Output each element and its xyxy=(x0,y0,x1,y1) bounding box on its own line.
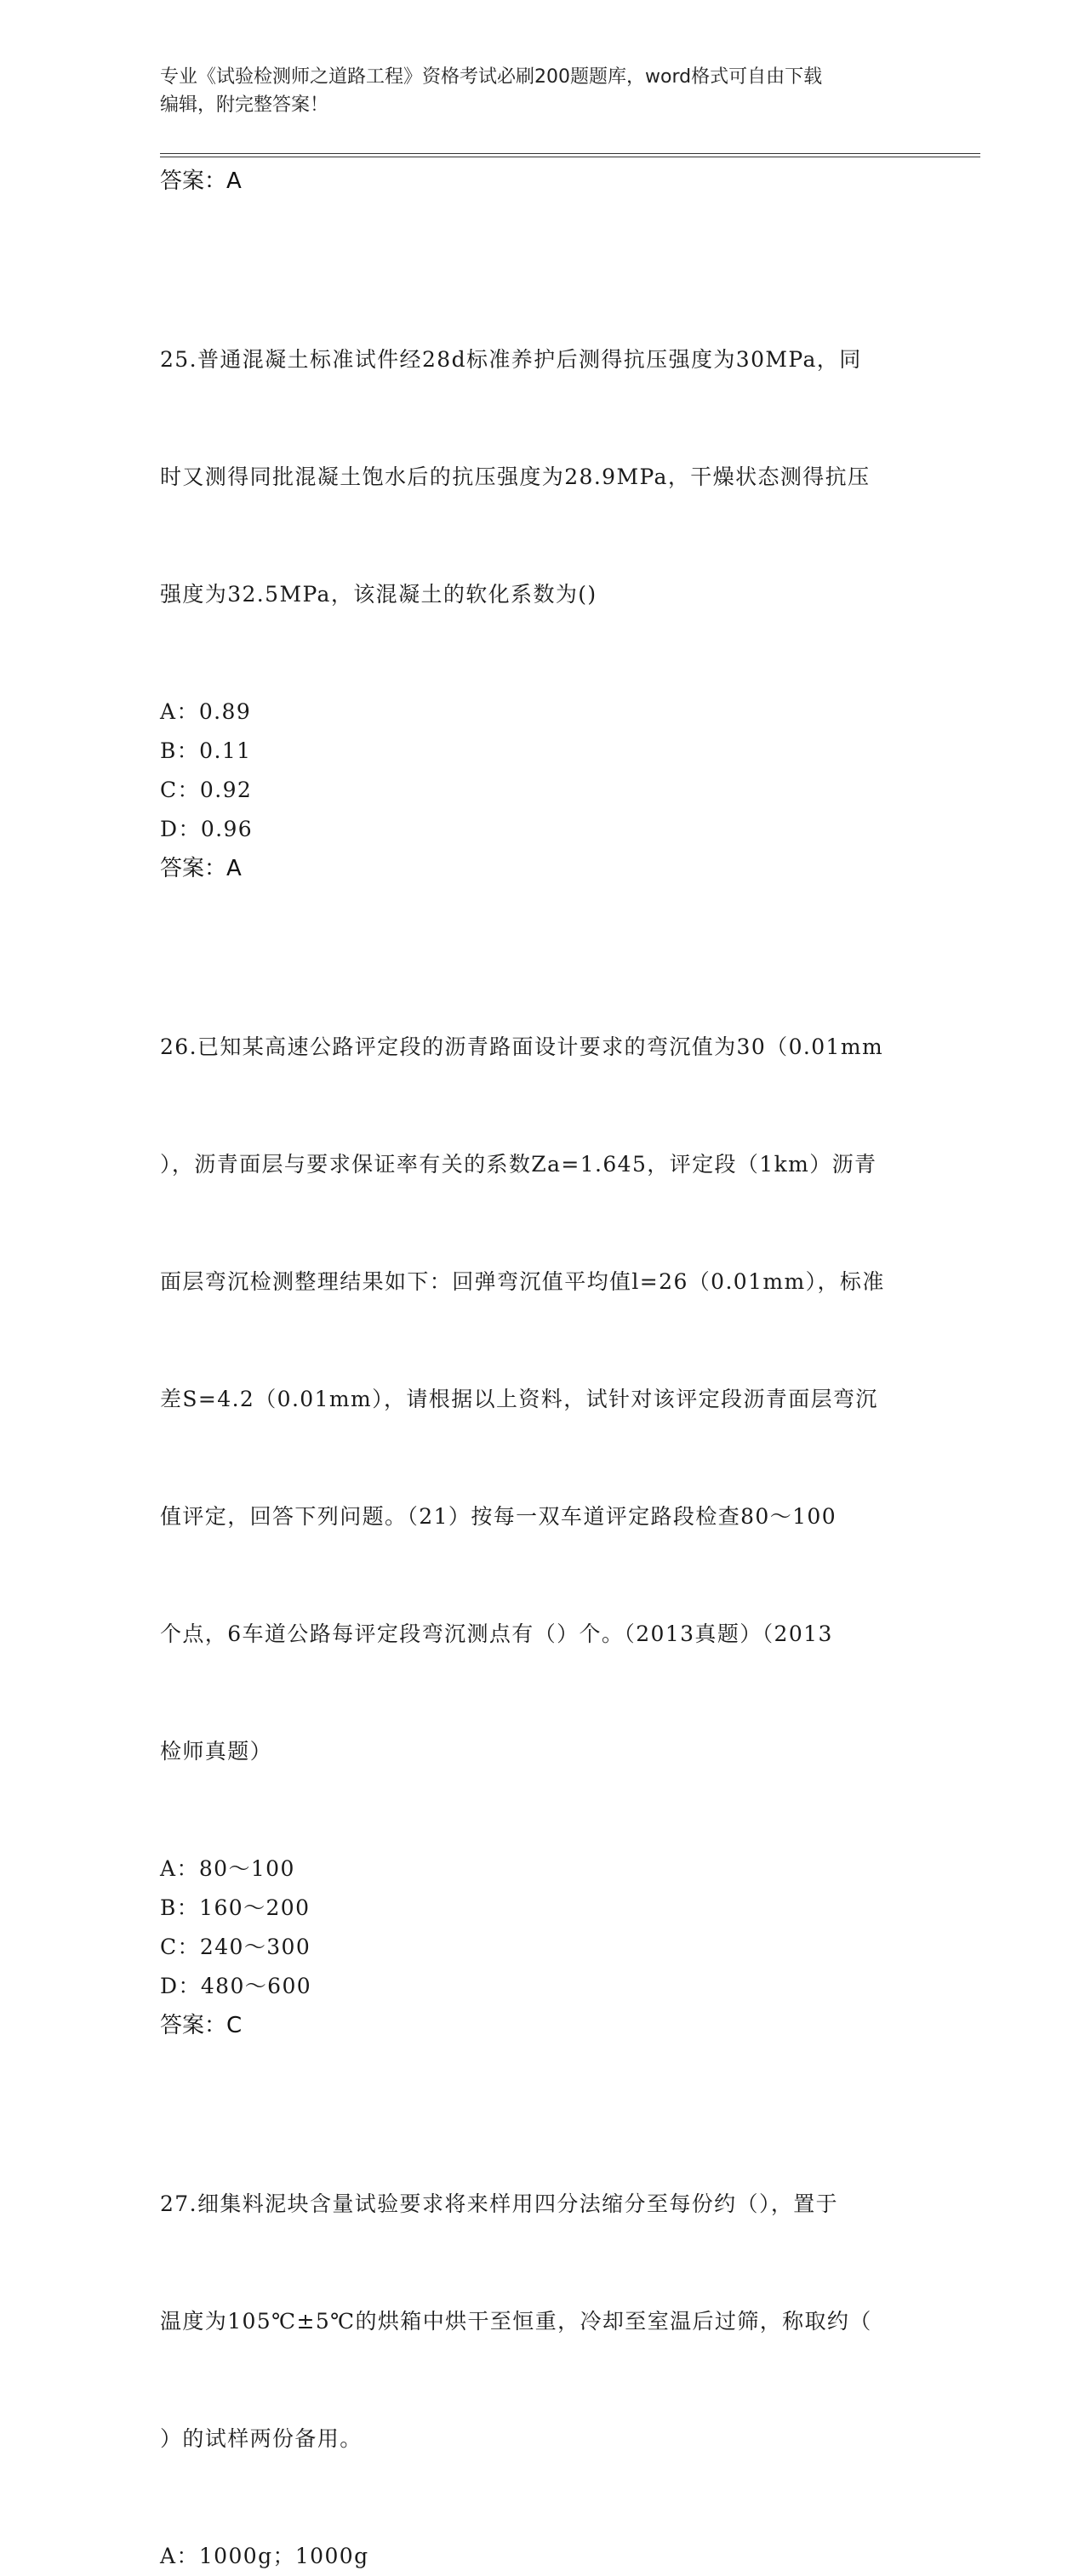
question-text-line: 检师真题） xyxy=(160,1739,273,1764)
question-25 xyxy=(160,262,926,692)
question-text-line: 25.普通混凝土标准试件经28d标准养护后测得抗压强度为30MPa，同 xyxy=(160,347,862,372)
question-text-line: 27.细集料泥块含量试验要求将来样用四分法缩分至每份约（），置于 xyxy=(160,2191,839,2216)
question-text-line: ），沥青面层与要求保证率有关的系数Za=1.645，评定段（1km）沥青 xyxy=(160,1152,877,1177)
option-d: D：0.96 xyxy=(160,817,254,841)
header-line-2: 编辑，附完整答案！ xyxy=(160,94,329,116)
option-c: C：0.92 xyxy=(160,778,253,802)
question-text-line: 个点，6车道公路每评定段弯沉测点有（）个。（2013真题）（2013 xyxy=(160,1621,833,1646)
option-a: A：0.89 xyxy=(160,699,252,724)
question-26 xyxy=(160,949,926,1849)
answer-line: 答案：C xyxy=(160,2013,243,2038)
option-a: A：80～100 xyxy=(160,1856,295,1881)
option-a: A：1000g；1000g xyxy=(160,2544,369,2568)
option-b: B：160～200 xyxy=(160,1895,311,1920)
question-text-line: 26.已知某高速公路评定段的沥青路面设计要求的弯沉值为30（0.01mm xyxy=(160,1034,884,1059)
header-divider-top xyxy=(160,153,980,154)
question-text-line: 面层弯沉检测整理结果如下：回弹弯沉值平均值l=26（0.01mm），标准 xyxy=(160,1269,885,1294)
option-c: C：240～300 xyxy=(160,1935,311,1959)
question-text-line: 温度为105℃±5℃的烘箱中烘干至恒重，冷却至室温后过筛，称取约（ xyxy=(160,2309,872,2334)
option-b: B：0.11 xyxy=(160,738,252,763)
answer-line: 答案：A xyxy=(160,856,242,881)
answer-line: 答案：A xyxy=(160,168,242,194)
question-text-line: 强度为32.5MPa，该混凝土的软化系数为() xyxy=(160,582,597,607)
question-text-line: 时又测得同批混凝土饱水后的抗压强度为28.9MPa，干燥状态测得抗压 xyxy=(160,464,871,489)
document-body xyxy=(160,162,926,2576)
question-text-line: 差S=4.2（0.01mm），请根据以上资料，试针对该评定段沥青面层弯沉 xyxy=(160,1387,878,1411)
question-text-line: 值评定，回答下列问题。（21）按每一双车道评定路段检查80～100 xyxy=(160,1504,837,1529)
header-line-1: 专业《试验检测师之道路工程》资格考试必刷200题题库，word格式可自由下载 xyxy=(160,66,823,88)
question-27 xyxy=(160,2106,926,2537)
option-d: D：480～600 xyxy=(160,1974,312,1998)
question-text-line: ）的试样两份备用。 xyxy=(160,2426,363,2451)
document-header xyxy=(160,63,926,119)
